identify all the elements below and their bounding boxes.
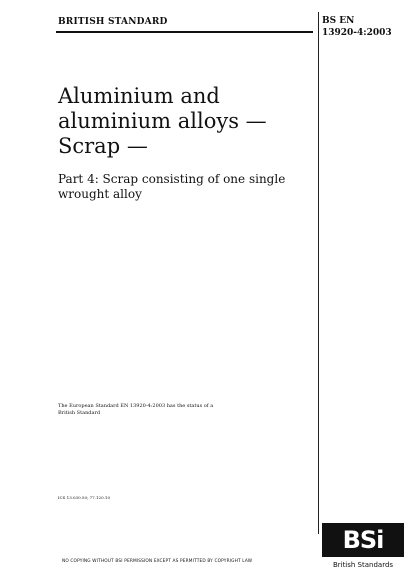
subtitle-line1: Part 4: Scrap consisting of one single	[58, 172, 286, 186]
status-note-line1: The European Standard EN 13920-4:2003 has the status of a	[58, 403, 214, 409]
document-subtitle	[58, 172, 308, 202]
title-line1: Aluminium and	[58, 84, 220, 108]
bsi-wordmark: BSi	[322, 523, 404, 557]
title-line2: aluminium alloys —	[58, 109, 267, 133]
title-line3: Scrap —	[58, 134, 148, 158]
standard-number-line2: 13920-4:2003	[322, 28, 392, 38]
bsi-logo	[320, 523, 406, 573]
margin-rule	[318, 12, 319, 534]
header-label: BRITISH STANDARD	[58, 17, 168, 27]
copyright-notice: NO COPYING WITHOUT BSI PERMISSION EXCEPT AS PERMITTED BY COPYRIGHT LAW	[62, 559, 253, 564]
document-title	[58, 84, 308, 159]
status-note-line2: British Standard	[58, 410, 101, 416]
standard-number-line1: BS EN	[322, 16, 355, 26]
status-note	[58, 403, 278, 417]
standard-number	[322, 15, 402, 39]
ics-code: ICS 13.030.50; 77.120.10	[58, 495, 110, 500]
subtitle-line2: wrought alloy	[58, 187, 142, 201]
bsi-caption: British Standards	[332, 561, 394, 569]
header-rule	[56, 31, 313, 33]
